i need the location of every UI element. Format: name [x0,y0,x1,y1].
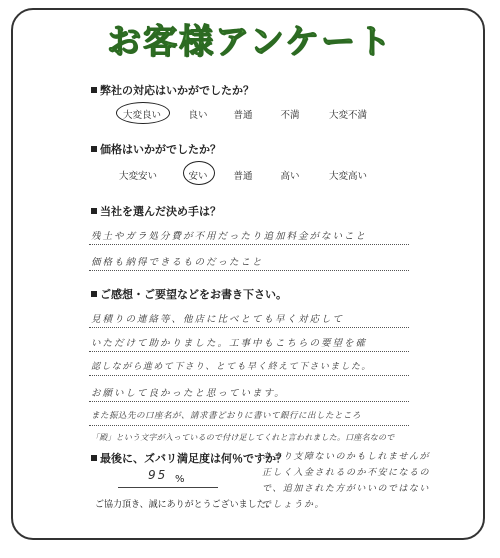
q3-answer-line-1: 残土やガラ処分費が不用だったり追加料金がないこと [91,231,368,242]
question-1-label: 弊社の対応はいかがでしたか？ [100,84,254,97]
q4-answer-line-5: また振込先の口座名が、請求書どおりに書いて銀行に出したところ [91,411,362,421]
q4-answer-line-1: 見積りの連絡等、他店に比べとても早く対応して [91,314,345,325]
q1-option-4[interactable]: 不満 [280,110,300,121]
q4-answer-line-4: お願いして良かったと思っています。 [91,388,286,399]
survey-title: お客様アンケート [107,22,393,62]
side-note-line-3: で、追加された方がいいのではない [262,484,430,494]
question-5 [91,450,287,466]
answer-rule [89,425,409,426]
bullet-square-icon [91,87,97,93]
q1-option-1[interactable]: 大変良い [122,110,161,121]
q1-option-3[interactable]: 普通 [233,110,253,121]
question-1 [91,82,254,98]
question-2 [91,141,221,157]
q4-answer-line-3: 認しながら進めて下さり、とても早く終えて下さいました。 [91,362,372,372]
side-note-line-4: でしょうか。 [262,500,326,510]
q2-selected-circle [183,161,215,185]
question-3-label: 当社を選んだ決め手は？ [100,205,221,218]
answer-rule [89,375,409,376]
q3-answer-line-2: 価格も納得できるものだったこと [91,257,264,268]
question-2-label: 価格はいかがでしたか？ [100,143,221,156]
answer-rule [89,327,409,328]
side-note-line-2: 正しく入金されるのか不安になるの [262,468,431,478]
satisfaction-unit: % [175,474,185,485]
satisfaction-rule [118,487,218,488]
question-4 [91,286,287,302]
footer-thanks: ご協力頂き、誠にありがとうございました。 [95,500,275,510]
bullet-square-icon [91,208,97,214]
q2-option-4[interactable]: 高い [280,171,300,182]
question-3 [91,203,221,219]
q2-option-2[interactable]: 安い [188,171,208,182]
q1-option-5[interactable]: 大変不満 [328,110,367,121]
side-note-line-1: あまり支障ないのかもしれませんが [262,452,431,462]
answer-rule [89,270,409,271]
q2-option-5[interactable]: 大変高い [328,171,367,182]
bullet-square-icon [91,146,97,152]
question-5-label: 最後に、ズバリ満足度は何％ですか？ [100,452,287,465]
satisfaction-value: 95 [148,468,168,482]
question-4-label: ご感想・ご要望などをお書き下さい。 [100,288,287,301]
q4-answer-line-6: 「殿」という文字が入っているので付け足してくれと言われました。口座名なので [91,433,395,442]
q1-option-2[interactable]: 良い [188,110,208,121]
q2-option-3[interactable]: 普通 [233,171,253,182]
q1-selected-circle [116,102,170,124]
q4-answer-line-2: いただけて助かりました。工事中もこちらの要望を確 [91,338,368,349]
answer-rule [89,244,409,245]
bullet-square-icon [91,291,97,297]
q2-option-1[interactable]: 大変安い [118,171,157,182]
answer-rule [89,351,409,352]
bullet-square-icon [91,455,97,461]
answer-rule [89,401,409,402]
